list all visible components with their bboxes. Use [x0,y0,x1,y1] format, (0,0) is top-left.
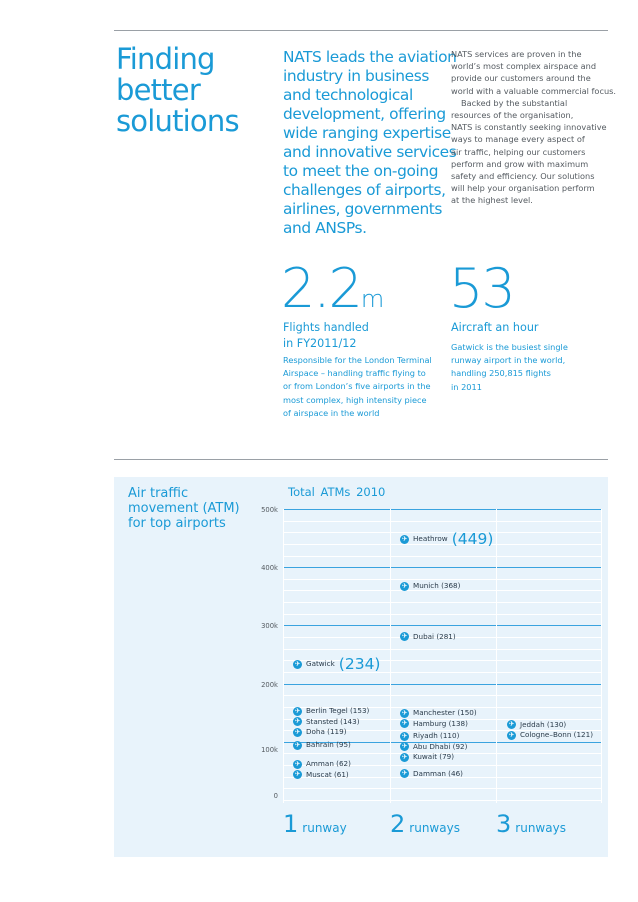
plane-icon: ✈ [508,720,515,729]
body-line: Backed by the substantial [461,97,568,108]
airport-label: Amman (62) [306,759,351,769]
airport-label: Riyadh (110) [413,731,460,741]
plane-icon: ✈ [401,742,408,751]
airport-label: Doha (119) [306,727,347,737]
plane-icon: ✈ [294,706,301,715]
stat-flights-number [281,257,385,326]
stat-desc-line: handling 250,815 flights [451,368,551,379]
body-line: at the highest level. [451,195,533,206]
lead-line: and innovative services [283,143,457,161]
gridline [283,579,601,580]
stat-desc-line: runway airport in the world, [451,355,566,366]
top-rule [114,30,608,31]
body-paragraph [451,48,617,207]
heading-line: better [116,73,200,107]
airport-point [400,752,454,762]
gridline [283,602,601,603]
airport-point [293,759,351,769]
chart-title-line: for top airports [128,516,226,531]
plane-icon: ✈ [401,719,408,728]
body-line: will help your organisation perform [451,183,595,194]
y-tick-label: 400k [261,564,278,573]
chart-title-line: Air traffic [128,486,189,501]
column-divider [283,509,284,803]
airport-point [293,706,369,716]
major-gridline [283,684,601,685]
y-tick-label: 0 [273,792,278,800]
stat-aircraft-number [449,257,514,320]
plane-icon: ✈ [401,752,408,761]
plane-icon: ✈ [401,534,408,543]
category-number: 3 [496,810,512,838]
airport-label: Hamburg (138) [413,718,468,728]
stat-aircraft-desc [451,341,568,394]
airport-point [400,708,477,718]
x-category-label [283,812,347,836]
plane-icon: ✈ [294,770,301,779]
airport-point [293,654,381,673]
airport-point [400,742,467,752]
body-line: air traffic, helping our customers [451,146,586,157]
body-line: NATS services are proven in the [451,49,582,59]
airport-highlight-value: (234) [338,654,381,673]
airport-label: Abu Dhabi (92) [413,741,468,751]
airport-point [400,769,463,779]
page-heading [116,44,239,137]
body-line: world with a valuable commercial focus. [451,85,617,96]
stat-desc-line: most complex, high intensity piece [283,394,427,405]
stat-label-line: in FY2011/12 [283,337,357,350]
major-gridline [283,625,601,626]
column-divider [601,509,602,803]
gridline [283,672,601,673]
stat-flights-label [283,320,369,352]
airport-label: Gatwick [306,659,335,669]
airport-point [400,581,460,591]
airport-point [400,719,468,729]
body-line: ways to manage every aspect of [451,134,585,145]
plane-icon: ✈ [401,632,408,641]
lead-paragraph [283,48,457,238]
stat-unit: m [360,285,385,313]
body-line: world’s most complex airspace and [451,61,597,72]
airport-point [293,727,347,737]
airport-point [293,740,351,750]
lead-line: and ANSPs. [283,219,367,237]
airport-label: Heathrow [413,534,448,544]
lead-line: to meet the on-going [283,162,439,180]
airport-point [507,730,593,740]
airport-point [293,717,360,727]
airport-point [400,731,459,741]
plane-icon: ✈ [294,727,301,736]
heading-line: Finding [116,42,215,76]
category-number: 2 [390,810,406,838]
body-line: perform and grow with maximum [451,158,589,169]
lead-line: NATS leads the aviation [283,48,457,66]
airport-label: Dubai (281) [413,631,456,641]
category-number: 1 [283,810,299,838]
lead-line: challenges of airports, [283,181,446,199]
column-divider [496,509,497,803]
stat-aircraft-label [451,320,539,336]
body-line: NATS is constantly seeking innovative [451,122,607,133]
gridline [283,521,601,522]
plane-icon: ✈ [294,659,301,668]
airport-label: Cologne–Bonn (121) [520,730,593,740]
mid-rule [114,459,608,460]
category-word: runway [302,821,347,835]
y-tick-label: 300k [261,622,278,631]
airport-label: Damman (46) [413,768,463,778]
stat-label-line: Flights handled [283,321,369,334]
airport-label: Stansted (143) [306,716,360,726]
airport-label: Bahrain (95) [306,740,351,750]
airport-point [400,529,494,548]
stat-desc-line: or from London’s five airports in the [283,381,431,392]
stat-desc-line: Gatwick is the busiest single [451,342,568,352]
airport-label: Manchester (150) [413,708,477,718]
chart-subtitle: Total ATMs 2010 [288,485,386,499]
plane-icon: ✈ [401,581,408,590]
category-word: runways [409,821,460,835]
airport-point [400,632,456,642]
x-category-label [496,812,566,836]
airport-label: Kuwait (79) [413,752,455,762]
stat-desc-line: in 2011 [451,381,482,392]
y-tick-label: 500k [261,506,278,514]
lead-line: and technological [283,86,413,104]
plane-icon: ✈ [401,731,408,740]
major-gridline [283,509,601,510]
body-line: provide our customers around the [451,73,591,84]
plane-icon: ✈ [508,730,515,739]
airport-point [293,770,349,780]
gridline [283,800,601,801]
category-word: runways [515,821,566,835]
gridline [283,556,601,557]
stat-number: 53 [449,257,514,320]
stat-desc-line: Responsible for the London Terminal [283,355,432,365]
airport-point [507,720,566,730]
heading-line: solutions [116,104,239,138]
chart-title-line: movement (ATM) [128,501,240,516]
gridline [283,788,601,789]
major-gridline [283,567,601,568]
gridline [283,695,601,696]
plane-icon: ✈ [401,769,408,778]
airport-label: Berlin Tegel (153) [306,706,370,716]
y-tick-label: 200k [261,680,278,689]
stat-label-line: Aircraft an hour [451,321,539,334]
y-tick-label: 100k [261,745,278,754]
plane-icon: ✈ [294,717,301,726]
body-line: resources of the organisation, [451,110,574,121]
gridline [283,544,601,545]
stat-desc-line: Airspace – handling traffic flying to [283,368,426,379]
airport-label: Muscat (61) [306,769,349,779]
stat-desc-line: of airspace in the world [283,407,380,418]
column-divider [390,509,391,803]
stat-number: 2.2 [281,257,361,320]
body-line: safety and efficiency. Our solutions [451,171,595,182]
airport-highlight-value: (449) [451,529,494,548]
stat-flights-desc [283,354,432,420]
airport-label: Jeddah (130) [520,719,567,729]
plane-icon: ✈ [294,740,301,749]
lead-line: wide ranging expertise [283,124,451,142]
plane-icon: ✈ [401,708,408,717]
lead-line: development, offering [283,105,446,123]
lead-line: airlines, governments [283,200,443,218]
gridline [283,614,601,615]
plane-icon: ✈ [294,759,301,768]
airport-label: Munich (368) [413,581,461,591]
x-category-label [390,812,460,836]
lead-line: industry in business [283,67,429,85]
gridline [283,649,601,650]
